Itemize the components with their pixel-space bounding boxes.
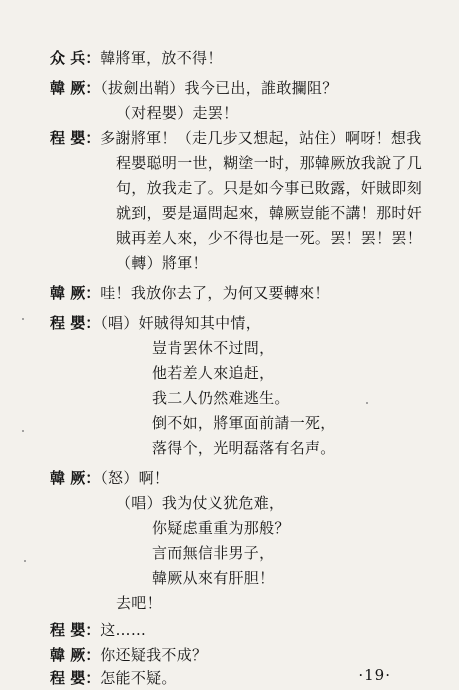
speaker-label: 韓 厥：	[50, 469, 101, 487]
line-text: （唱）我为仗义犹危难，	[116, 494, 285, 512]
line-text: （拔劍出鞘）我今已出，誰敢攔阻？	[100, 79, 338, 97]
line-text: 你疑虑重重为那般？	[152, 519, 290, 537]
line-text: （怒）啊！	[100, 469, 170, 487]
verse-line	[152, 388, 290, 408]
speaker-label: 程 嬰：	[50, 314, 101, 332]
line-text: 韓將軍，放不得！	[100, 49, 223, 67]
line-text: 落得个，光明磊落有名声。	[152, 439, 336, 457]
verse-line	[152, 338, 274, 358]
line-text: 程嬰聪明一世，糊塗一时，那韓厥放我說了几	[116, 154, 423, 172]
line-text: 怎能不疑。	[100, 669, 177, 687]
line-text: 倒不如，將軍面前請一死，	[152, 414, 336, 432]
dialogue-line	[116, 253, 208, 273]
line-text: 你还疑我不成？	[100, 646, 208, 664]
line-text: 这……	[100, 621, 147, 639]
speaker-label: 程 嬰：	[50, 669, 101, 687]
line-text: 哇！我放你去了，为何又要轉來！	[100, 284, 330, 302]
line-text: 多謝將軍！（走几步又想起，站住）啊呀！想我	[100, 129, 422, 147]
line-text: 就到，要是逼問起來，韓厥豈能不講！那时奸	[116, 204, 423, 222]
dialogue-line	[50, 283, 330, 303]
page-number: ·19·	[358, 666, 391, 684]
speaker-label: 韓 厥：	[50, 646, 101, 664]
line-text: 句，放我走了。只是如今事已敗露，奸賊即刻	[116, 179, 423, 197]
line-text: 言而無信非男子，	[152, 544, 275, 562]
dialogue-line	[116, 103, 238, 123]
dialogue-line	[116, 153, 422, 173]
scan-speck	[22, 430, 24, 432]
verse-line	[152, 413, 336, 433]
dialogue-line	[50, 128, 422, 148]
line-text: 韓厥从來有肝胆！	[152, 569, 275, 587]
scan-speck	[22, 318, 24, 320]
dialogue-line	[50, 668, 177, 688]
dialogue-line	[116, 493, 284, 513]
scan-speck	[24, 560, 26, 562]
dialogue-line	[116, 203, 422, 223]
dialogue-line	[50, 48, 223, 68]
line-text: （唱）奸賊得知其中情，	[100, 314, 262, 332]
verse-line	[152, 568, 274, 588]
line-text: 賊再差人來，少不得也是一死。罢！罢！罢！	[116, 229, 423, 247]
speaker-label: 韓 厥：	[50, 284, 101, 302]
verse-line	[152, 438, 336, 458]
speaker-label: 韓 厥：	[50, 79, 101, 97]
scan-speck	[366, 402, 368, 404]
verse-line	[152, 363, 274, 383]
line-text: 他若差人來追赶，	[152, 364, 275, 382]
dialogue-line	[50, 468, 169, 488]
dialogue-line	[50, 620, 146, 640]
line-text: 去吧！	[116, 594, 162, 612]
line-text: （轉）將軍！	[116, 254, 208, 272]
verse-line	[152, 518, 290, 538]
verse-line	[152, 543, 274, 563]
speaker-label: 程 嬰：	[50, 129, 101, 147]
line-text: 我二人仍然难逃生。	[152, 389, 290, 407]
line-text: （对程嬰）走罢！	[116, 104, 239, 122]
dialogue-line	[50, 645, 207, 665]
line-text: 豈肯罢休不过問，	[152, 339, 275, 357]
speaker-label: 众 兵：	[50, 49, 101, 67]
dialogue-line	[50, 78, 338, 98]
dialogue-line	[116, 178, 422, 198]
dialogue-line	[50, 313, 261, 333]
dialogue-line	[116, 228, 422, 248]
speaker-label: 程 嬰：	[50, 621, 101, 639]
dialogue-line	[116, 593, 162, 613]
